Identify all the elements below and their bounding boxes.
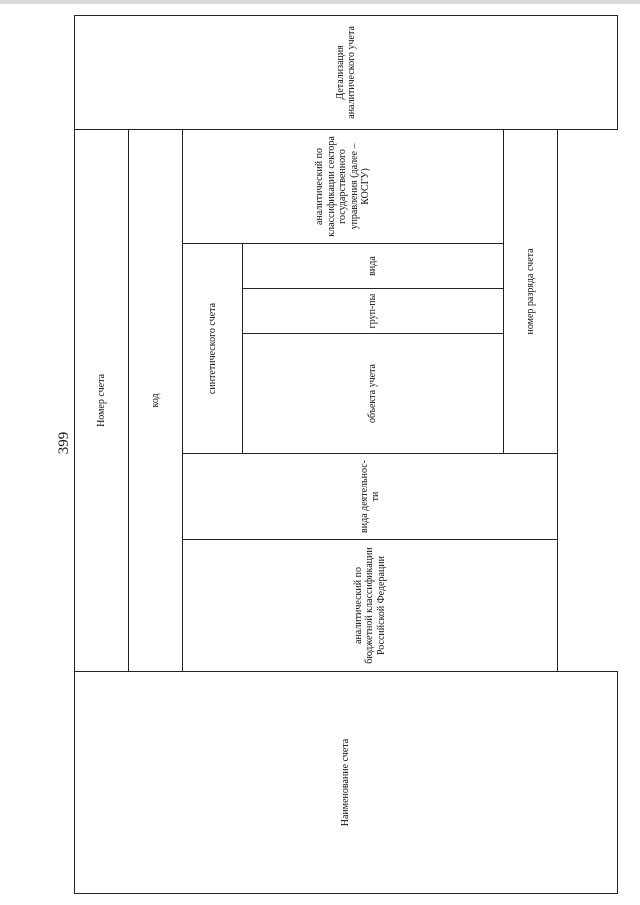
account-name-header: Наименование счета: [75, 672, 618, 894]
account-number-header: Номер счета: [75, 129, 129, 671]
scan-top-edge: [0, 0, 640, 4]
rotated-table: [74, 16, 618, 894]
code-header: код: [129, 129, 183, 671]
accounting-object-header: объекта учета: [242, 334, 503, 454]
details-header: Детализация аналитического учета: [75, 15, 618, 129]
kind-header: вида: [242, 244, 503, 289]
digit-number-header: номер разряда счета: [504, 129, 558, 453]
group-header: груп-пы: [242, 289, 503, 334]
activity-type-header: вида деятельнос-ти: [183, 454, 558, 540]
page-number: 399: [56, 431, 72, 455]
analytic-budget-header: аналитический по бюджетной классификации Российской Федерации: [183, 540, 558, 672]
kosgu-header: аналитический по классификации сектора государственного управления (далее – КОСГУ): [183, 129, 504, 243]
account-table: [74, 15, 618, 894]
synthetic-header: синтетического счета: [183, 244, 243, 454]
